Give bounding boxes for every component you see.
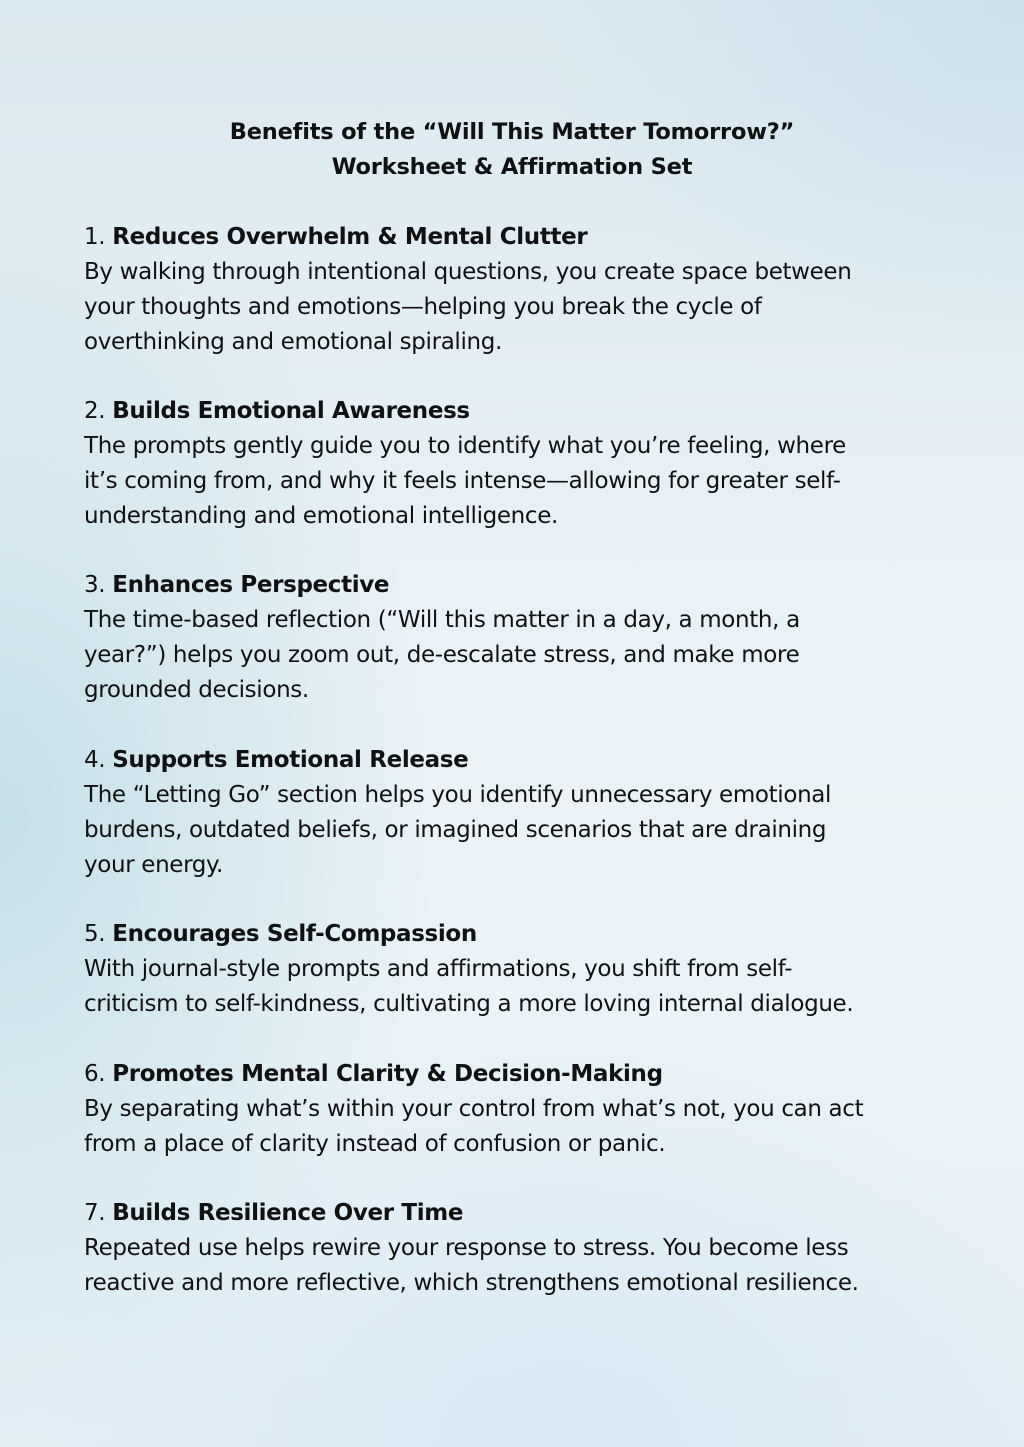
- benefit-line: With journal-style prompts and affirmations, you shift from self-: [84, 956, 793, 982]
- page-title: [0, 115, 1024, 185]
- benefit-body: [84, 778, 964, 883]
- benefit-heading: Enhances Perspective: [112, 572, 390, 598]
- benefit-number: 2.: [84, 398, 106, 424]
- benefit-body: [84, 255, 964, 360]
- benefit-item-1: [84, 220, 964, 360]
- benefit-heading: Encourages Self-Compassion: [112, 921, 477, 947]
- benefit-line: burdens, outdated beliefs, or imagined scenarios that are draining: [84, 817, 827, 843]
- benefit-head: [84, 1057, 964, 1092]
- benefit-number: 5.: [84, 921, 106, 947]
- benefit-line: from a place of clarity instead of confusion or panic.: [84, 1131, 666, 1157]
- benefit-body: [84, 603, 964, 708]
- benefit-number: 4.: [84, 747, 106, 773]
- benefit-number: 1.: [84, 224, 106, 250]
- benefit-head: [84, 220, 964, 255]
- benefit-item-2: [84, 394, 964, 534]
- benefit-body: [84, 952, 964, 1022]
- benefit-item-3: [84, 568, 964, 708]
- benefit-body: [84, 1092, 964, 1162]
- benefit-head: [84, 917, 964, 952]
- benefit-number: 3.: [84, 572, 106, 598]
- benefit-line: The “Letting Go” section helps you identify unnecessary emotional: [84, 782, 832, 808]
- benefit-item-4: [84, 743, 964, 883]
- benefit-line: your energy.: [84, 852, 223, 878]
- benefit-item-7: [84, 1196, 964, 1301]
- benefit-heading: Supports Emotional Release: [112, 747, 469, 773]
- benefit-line: year?”) helps you zoom out, de-escalate stress, and make more: [84, 642, 800, 668]
- benefit-line: your thoughts and emotions—helping you break the cycle of: [84, 294, 762, 320]
- benefit-head: [84, 568, 964, 603]
- benefit-number: 6.: [84, 1061, 106, 1087]
- benefit-line: The time-based reflection (“Will this matter in a day, a month, a: [84, 607, 800, 633]
- benefit-line: reactive and more reflective, which strengthens emotional resilience.: [84, 1270, 859, 1296]
- benefit-heading: Builds Emotional Awareness: [112, 398, 470, 424]
- benefit-line: By walking through intentional questions, you create space between: [84, 259, 852, 285]
- benefit-line: criticism to self-kindness, cultivating a more loving internal dialogue.: [84, 991, 854, 1017]
- benefit-head: [84, 1196, 964, 1231]
- benefit-line: understanding and emotional intelligence.: [84, 503, 558, 529]
- benefit-number: 7.: [84, 1200, 106, 1226]
- benefit-line: it’s coming from, and why it feels intense—allowing for greater self-: [84, 468, 841, 494]
- benefit-line: grounded decisions.: [84, 677, 309, 703]
- benefit-body: [84, 1231, 964, 1301]
- benefit-line: overthinking and emotional spiraling.: [84, 329, 502, 355]
- benefit-head: [84, 394, 964, 429]
- benefit-heading: Builds Resilience Over Time: [112, 1200, 464, 1226]
- benefit-line: Repeated use helps rewire your response to stress. You become less: [84, 1235, 849, 1261]
- benefit-item-6: [84, 1057, 964, 1162]
- benefit-item-5: [84, 917, 964, 1022]
- page-title-line-1: Benefits of the “Will This Matter Tomorrow?”: [229, 119, 795, 145]
- benefit-line: By separating what’s within your control from what’s not, you can act: [84, 1096, 864, 1122]
- benefit-line: The prompts gently guide you to identify what you’re feeling, where: [84, 433, 846, 459]
- benefit-heading: Promotes Mental Clarity & Decision-Making: [112, 1061, 663, 1087]
- benefit-head: [84, 743, 964, 778]
- benefit-body: [84, 429, 964, 534]
- page-title-line-2: Worksheet & Affirmation Set: [331, 154, 693, 180]
- benefit-heading: Reduces Overwhelm & Mental Clutter: [112, 224, 588, 250]
